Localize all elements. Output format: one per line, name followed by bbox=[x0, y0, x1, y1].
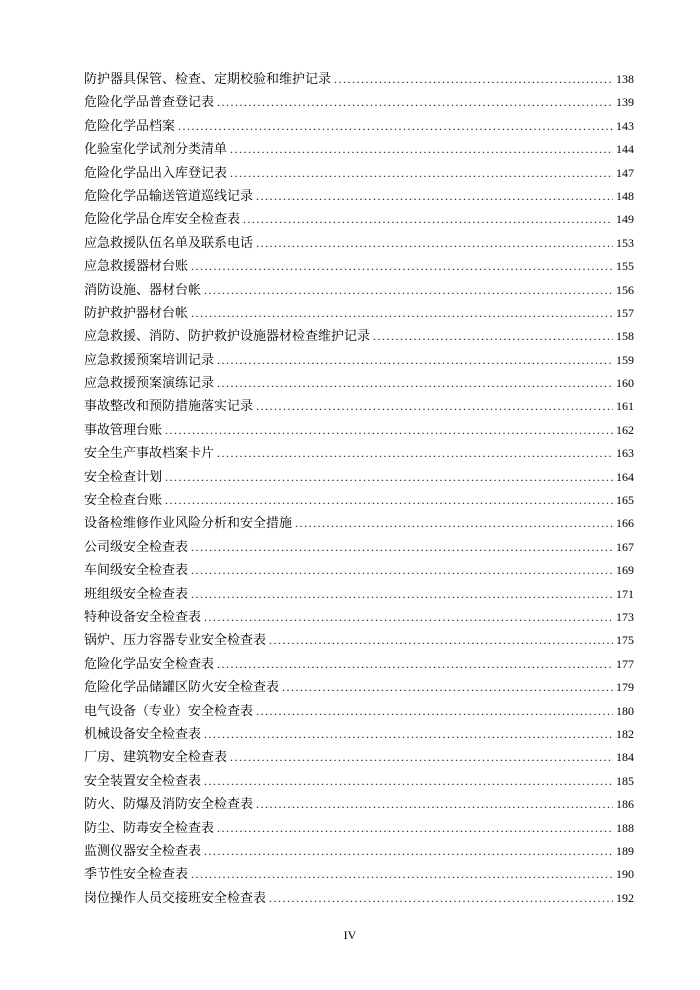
toc-entry[interactable] bbox=[84, 232, 632, 255]
toc-dot-leader bbox=[334, 68, 613, 91]
toc-entry-page-number: 138 bbox=[616, 72, 634, 86]
toc-entry[interactable] bbox=[84, 208, 632, 231]
toc-entry-page-number: 175 bbox=[616, 633, 634, 648]
toc-entry-page-number: 153 bbox=[616, 235, 634, 250]
toc-dot-leader bbox=[217, 372, 613, 395]
toc-entry-title: 安全检查计划 bbox=[84, 469, 163, 485]
toc-entry[interactable] bbox=[84, 138, 632, 161]
toc-entry-title: 锅炉、压力容器专业安全检查表 bbox=[84, 633, 267, 649]
toc-entry[interactable] bbox=[84, 723, 632, 746]
toc-entry-page-number: 143 bbox=[616, 118, 634, 133]
toc-dot-leader bbox=[204, 723, 613, 746]
toc-entry[interactable] bbox=[84, 863, 632, 886]
toc-entry-page-number: 165 bbox=[616, 493, 634, 508]
toc-entry[interactable] bbox=[84, 746, 632, 769]
toc-entry[interactable] bbox=[84, 559, 632, 582]
toc-entry-title: 危险化学品出入库登记表 bbox=[84, 165, 228, 181]
toc-dot-leader bbox=[191, 583, 613, 606]
toc-dot-leader bbox=[204, 770, 613, 793]
toc-dot-leader bbox=[256, 185, 613, 208]
toc-entry-page-number: 148 bbox=[616, 188, 634, 203]
toc-dot-leader bbox=[217, 91, 613, 114]
toc-dot-leader bbox=[217, 349, 613, 372]
toc-entry[interactable] bbox=[84, 793, 632, 816]
toc-entry[interactable] bbox=[84, 887, 632, 910]
toc-entry-page-number: 161 bbox=[616, 399, 634, 414]
toc-entry-page-number: 169 bbox=[616, 563, 634, 578]
toc-entry[interactable] bbox=[84, 466, 632, 489]
toc-entry-title: 电气设备（专业）安全检查表 bbox=[84, 703, 254, 719]
toc-entry-page-number: 179 bbox=[616, 680, 634, 695]
toc-entry-page-number: 158 bbox=[616, 329, 634, 344]
toc-entry[interactable] bbox=[84, 676, 632, 699]
toc-entry[interactable] bbox=[84, 162, 632, 185]
toc-entry[interactable] bbox=[84, 302, 632, 325]
toc-entry-page-number: 160 bbox=[616, 376, 634, 391]
toc-entry[interactable] bbox=[84, 840, 632, 863]
toc-entry[interactable] bbox=[84, 512, 632, 535]
toc-dot-leader bbox=[204, 606, 613, 629]
toc-entry-title: 公司级安全检查表 bbox=[84, 539, 189, 555]
toc-entry-title: 厂房、建筑物安全检查表 bbox=[84, 750, 228, 766]
toc-entry-title: 防护救护器材台帐 bbox=[84, 305, 189, 321]
toc-dot-leader bbox=[165, 419, 613, 442]
toc-entry-title: 监测仪器安全检查表 bbox=[84, 843, 202, 859]
toc-dot-leader bbox=[295, 512, 613, 535]
toc-entry-page-number: 167 bbox=[616, 539, 634, 554]
toc-entry-page-number: 164 bbox=[616, 469, 634, 484]
toc-dot-leader bbox=[204, 279, 613, 302]
toc-entry-title: 机械设备安全检查表 bbox=[84, 726, 202, 742]
toc-entry-title: 班组级安全检查表 bbox=[84, 586, 189, 602]
toc-entry-title: 安全生产事故档案卡片 bbox=[84, 446, 215, 462]
toc-entry-page-number: 166 bbox=[616, 516, 634, 531]
toc-entry-page-number: 173 bbox=[616, 609, 634, 624]
toc-entry-page-number: 190 bbox=[616, 867, 634, 882]
toc-entry[interactable] bbox=[84, 91, 632, 114]
toc-entry-title: 车间级安全检查表 bbox=[84, 563, 189, 579]
toc-dot-leader bbox=[256, 395, 613, 418]
toc-entry-title: 事故整改和预防措施落实记录 bbox=[84, 399, 254, 415]
toc-dot-leader bbox=[165, 489, 613, 512]
toc-entry-title: 设备检维修作业风险分析和安全措施 bbox=[84, 516, 293, 532]
toc-entry[interactable] bbox=[84, 653, 632, 676]
toc-entry[interactable] bbox=[84, 419, 632, 442]
toc-entry-page-number: 156 bbox=[616, 282, 634, 297]
toc-dot-leader bbox=[269, 629, 613, 652]
toc-entry-title: 危险化学品普查登记表 bbox=[84, 95, 215, 111]
toc-entry[interactable] bbox=[84, 279, 632, 302]
toc-dot-leader bbox=[204, 840, 613, 863]
toc-entry-title: 化验室化学试剂分类清单 bbox=[84, 142, 228, 158]
toc-entry-title: 岗位操作人员交接班安全检查表 bbox=[84, 890, 267, 906]
toc-entry-page-number: 189 bbox=[616, 843, 634, 858]
toc-entry[interactable] bbox=[84, 817, 632, 840]
toc-entry[interactable] bbox=[84, 372, 632, 395]
toc-entry[interactable] bbox=[84, 349, 632, 372]
toc-entry[interactable] bbox=[84, 606, 632, 629]
toc-dot-leader bbox=[282, 676, 613, 699]
toc-dot-leader bbox=[191, 536, 613, 559]
toc-entry-title: 季节性安全检查表 bbox=[84, 867, 189, 883]
toc-entry-page-number: 184 bbox=[616, 750, 634, 765]
toc-entry[interactable] bbox=[84, 583, 632, 606]
toc-dot-leader bbox=[217, 817, 613, 840]
toc-dot-leader bbox=[256, 793, 613, 816]
toc-entry-page-number: 157 bbox=[616, 305, 634, 320]
toc-entry-title: 防护器具保管、检查、定期校验和维护记录 bbox=[84, 72, 332, 87]
toc-entry-title: 应急救援、消防、防护救护设施器材检查维护记录 bbox=[84, 329, 371, 345]
toc-dot-leader bbox=[191, 863, 613, 886]
toc-entry[interactable] bbox=[84, 442, 632, 465]
toc-entry-page-number: 182 bbox=[616, 726, 634, 741]
toc-entry-title: 危险化学品档案 bbox=[84, 118, 176, 134]
toc-entry-title: 应急救援预案演练记录 bbox=[84, 376, 215, 392]
toc-entry-page-number: 186 bbox=[616, 797, 634, 812]
toc-dot-leader bbox=[191, 302, 613, 325]
toc-dot-leader bbox=[243, 208, 613, 231]
toc-entry[interactable] bbox=[84, 185, 632, 208]
toc-dot-leader bbox=[191, 559, 613, 582]
toc-entry[interactable] bbox=[84, 770, 632, 793]
toc-entry-page-number: 159 bbox=[616, 352, 634, 367]
toc-dot-leader bbox=[256, 700, 613, 723]
toc-dot-leader bbox=[269, 887, 613, 910]
toc-entry-title: 危险化学品安全检查表 bbox=[84, 656, 215, 672]
toc-entry-page-number: 147 bbox=[616, 165, 634, 180]
toc-entry-title: 危险化学品输送管道巡线记录 bbox=[84, 188, 254, 204]
toc-entry-page-number: 155 bbox=[616, 259, 634, 274]
toc-entry-page-number: 185 bbox=[616, 773, 634, 788]
toc-entry-page-number: 162 bbox=[616, 422, 634, 437]
toc-entry[interactable] bbox=[84, 255, 632, 278]
toc-entry-page-number: 188 bbox=[616, 820, 634, 835]
toc-entry[interactable] bbox=[84, 536, 632, 559]
toc-entry-title: 安全检查台账 bbox=[84, 493, 163, 509]
toc-entry-page-number: 177 bbox=[616, 656, 634, 671]
toc-entry[interactable] bbox=[84, 489, 632, 512]
toc-entry-title: 特种设备安全检查表 bbox=[84, 609, 202, 625]
toc-dot-leader bbox=[165, 466, 613, 489]
toc-dot-leader bbox=[217, 653, 613, 676]
toc-entry-page-number: 144 bbox=[616, 142, 634, 157]
toc-dot-leader bbox=[230, 162, 613, 185]
toc-entry-page-number: 163 bbox=[616, 446, 634, 461]
toc-entry-page-number: 139 bbox=[616, 95, 634, 110]
toc-entry-title: 防火、防爆及消防安全检查表 bbox=[84, 797, 254, 813]
page-number: IV bbox=[343, 928, 357, 942]
toc-entry-title: 消防设施、器材台帐 bbox=[84, 282, 202, 298]
toc-entry-page-number: 171 bbox=[616, 586, 634, 601]
toc-entry[interactable] bbox=[84, 395, 632, 418]
toc-entry-title: 应急救援队伍名单及联系电话 bbox=[84, 235, 254, 251]
toc-entry-page-number: 192 bbox=[616, 890, 634, 905]
toc-dot-leader bbox=[191, 255, 613, 278]
toc-dot-leader bbox=[230, 746, 613, 769]
toc-entry-title: 安全装置安全检查表 bbox=[84, 773, 202, 789]
toc-entry-title: 应急救援预案培训记录 bbox=[84, 352, 215, 368]
toc-dot-leader bbox=[178, 115, 613, 138]
toc-entry-title: 危险化学品仓库安全检查表 bbox=[84, 212, 241, 228]
toc-dot-leader bbox=[230, 138, 613, 161]
toc-entry[interactable] bbox=[84, 629, 632, 652]
toc-entry-title: 应急救援器材台账 bbox=[84, 259, 189, 275]
toc-dot-leader bbox=[373, 325, 613, 348]
table-of-contents bbox=[84, 68, 632, 910]
toc-entry-title: 事故管理台账 bbox=[84, 422, 163, 438]
toc-entry[interactable] bbox=[84, 700, 632, 723]
toc-entry[interactable] bbox=[84, 325, 632, 348]
toc-entry-page-number: 180 bbox=[616, 703, 634, 718]
toc-entry[interactable] bbox=[84, 68, 632, 91]
toc-entry-title: 防尘、防毒安全检查表 bbox=[84, 820, 215, 836]
toc-dot-leader bbox=[256, 232, 613, 255]
toc-dot-leader bbox=[217, 442, 613, 465]
toc-entry-title: 危险化学品储罐区防火安全检查表 bbox=[84, 680, 280, 696]
toc-entry-page-number: 149 bbox=[616, 212, 634, 227]
toc-entry[interactable] bbox=[84, 115, 632, 138]
